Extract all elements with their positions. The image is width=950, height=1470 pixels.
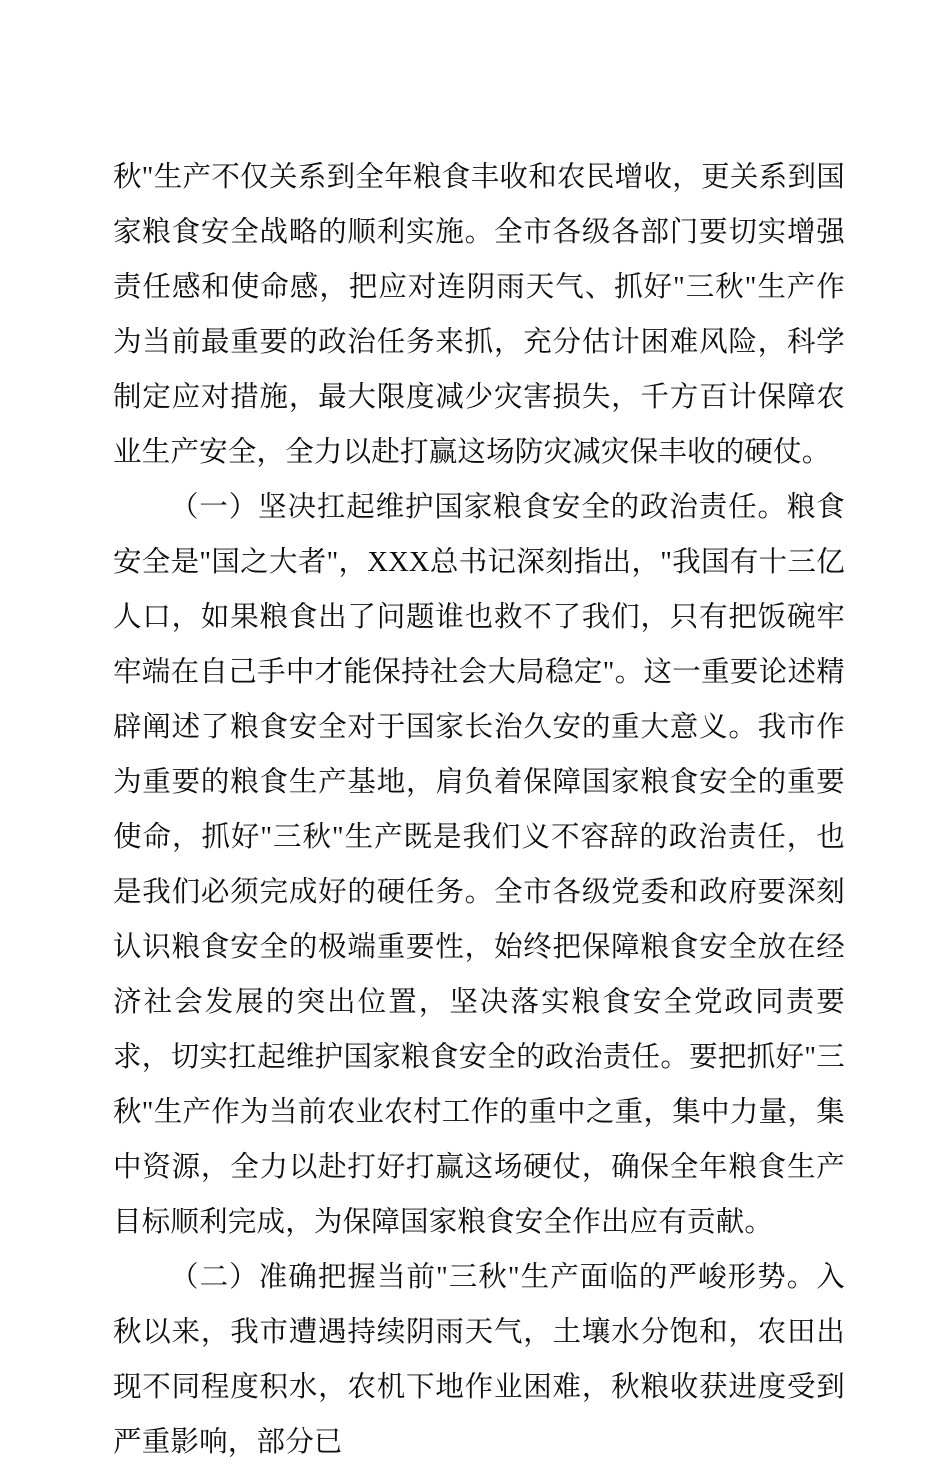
paragraph-1: 秋"生产不仅关系到全年粮食丰收和农民增收，更关系到国家粮食安全战略的顺利实施。全市各级各部门要切实增强责任感和使命感，把应对连阴雨天气、抓好"三秋"生产作为当前最重要的政治任务来抓，充分估计困难风险，科学制定应对措施，最大限度减少灾害损失，千方百计保障农业生产安全，全力以赴打赢这场防灾减灾保丰收的硬仗。 xyxy=(113,162,845,468)
paragraph-2: （一）坚决扛起维护国家粮食安全的政治责任。粮食安全是"国之大者"，XXX总书记深刻指出，"我国有十三亿人口，如果粮食出了问题谁也救不了我们，只有把饭碗牢牢端在自己手中才能保持社会大局稳定"。这一重要论述精辟阐述了粮食安全对于国家长治久安的重大意义。我市作为重要的粮食生产基地，肩负着保障国家粮食安全的重要使命，抓好"三秋"生产既是我们义不容辞的政治责任，也是我们必须完成好的硬任务。全市各级党委和政府要深刻认识粮食安全的极端重要性，始终把保障粮食安全放在经济社会发展的突出位置，坚决落实粮食安全党政同责要求，切实扛起维护国家粮食安全的政治责任。要把抓好"三秋"生产作为当前农业农村工作的重中之重，集中力量，集中资源，全力以赴打好打赢这场硬仗，确保全年粮食生产目标顺利完成，为保障国家粮食安全作出应有贡献。 xyxy=(113,492,845,1238)
paragraph-3: （二）准确把握当前"三秋"生产面临的严峻形势。入秋以来，我市遭遇持续阴雨天气，土壤水分饱和，农田出现不同程度积水，农机下地作业困难，秋粮收获进度受到严重影响，部分已 xyxy=(113,1262,845,1458)
document-body xyxy=(113,150,845,1470)
